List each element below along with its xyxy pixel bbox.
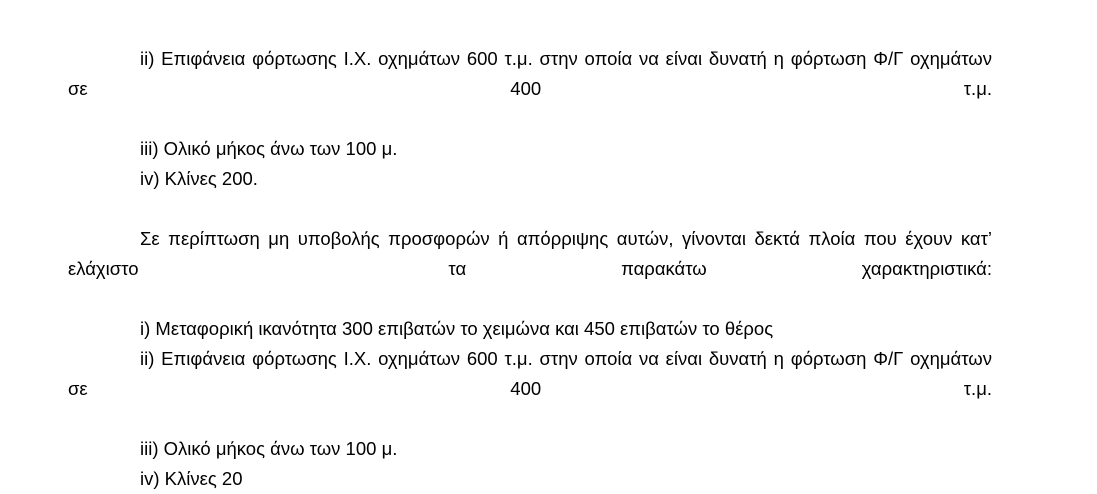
paragraph-line-iv-second: iv) Κλίνες 20 xyxy=(140,468,243,489)
paragraph-line-iv-first: iv) Κλίνες 200. xyxy=(140,168,258,189)
paragraph-line-iii-first: iii) Ολικό μήκος άνω των 100 μ. xyxy=(140,138,398,159)
paragraph-spacer xyxy=(68,194,992,224)
paragraph-line-ii-first: ii) Επιφάνεια φόρτωσης Ι.Χ. οχημάτων 600 τ.μ. στην οποία να είναι δυνατή η φόρτωση Φ/Γ οχημάτων σε 400 τ.μ. xyxy=(68,48,998,99)
paragraph-line-iii-second: iii) Ολικό μήκος άνω των 100 μ. xyxy=(140,438,398,459)
paragraph-line-i-second: i) Μεταφορική ικανότητα 300 επιβατών το χειμώνα και 450 επιβατών το θέρος xyxy=(140,318,774,339)
paragraph-offers: Σε περίπτωση μη υποβολής προσφορών ή απόρριψης αυτών, γίνονται δεκτά πλοία που έχουν κατ’ ελάχιστο τα παρακάτω χαρακτηριστικά: xyxy=(68,228,998,279)
paragraph-line-ii-second: ii) Επιφάνεια φόρτωσης Ι.Χ. οχημάτων 600 τ.μ. στην οποία να είναι δυνατή η φόρτωση Φ/Γ οχημάτων σε 400 τ.μ. xyxy=(68,348,998,399)
